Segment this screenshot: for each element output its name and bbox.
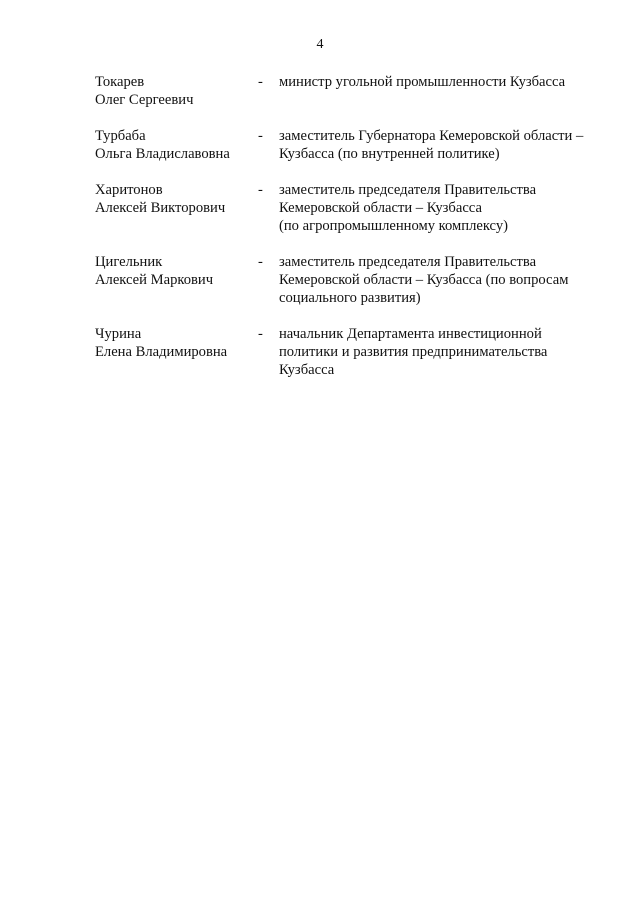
member-surname: Чурина: [95, 326, 142, 342]
role-line: Кузбасса (по внутренней политике): [279, 146, 500, 162]
member-role: [279, 73, 589, 91]
member-given-names: Алексей Маркович: [95, 272, 214, 288]
member-role: [279, 325, 589, 379]
member-given-names: Елена Владимировна: [95, 344, 228, 360]
entry-dash: -: [258, 128, 263, 144]
member-given-names: Олег Сергеевич: [95, 92, 194, 108]
member-entry: [95, 73, 595, 109]
member-role: [279, 253, 589, 307]
member-given-names: Ольга Владиславовна: [95, 146, 230, 162]
member-surname: Турбаба: [95, 128, 146, 144]
role-line: Кузбасса: [279, 362, 335, 378]
member-role: [279, 127, 589, 163]
member-name: [95, 253, 258, 289]
member-surname: Цигельник: [95, 254, 163, 270]
member-entry: [95, 325, 595, 379]
member-entry: [95, 253, 595, 307]
member-list: [95, 73, 595, 397]
role-line: министр угольной промышленности Кузбасса: [279, 74, 566, 90]
member-name: [95, 73, 258, 109]
role-line: политики и развития предпринимательства: [279, 344, 548, 360]
member-name: [95, 325, 258, 361]
role-line: заместитель председателя Правительства: [279, 254, 537, 270]
member-surname: Харитонов: [95, 182, 163, 198]
role-line: начальник Департамента инвестиционной: [279, 326, 542, 342]
member-entry: [95, 127, 595, 163]
entry-dash: -: [258, 74, 263, 90]
member-role: [279, 181, 589, 235]
role-line: Кемеровской области – Кузбасса (по вопросам: [279, 272, 569, 288]
role-line: заместитель Губернатора Кемеровской области –: [279, 128, 584, 144]
member-name: [95, 127, 258, 163]
member-given-names: Алексей Викторович: [95, 200, 226, 216]
entry-dash: -: [258, 254, 263, 270]
member-entry: [95, 181, 595, 235]
role-line: Кемеровской области – Кузбасса: [279, 200, 482, 216]
role-line: социального развития): [279, 290, 421, 306]
member-name: [95, 181, 258, 217]
entry-dash: -: [258, 182, 263, 198]
member-surname: Токарев: [95, 74, 145, 90]
page-number: 4: [316, 37, 324, 52]
entry-dash: -: [258, 326, 263, 342]
role-line: заместитель председателя Правительства: [279, 182, 537, 198]
role-line: (по агропромышленному комплексу): [279, 218, 508, 234]
